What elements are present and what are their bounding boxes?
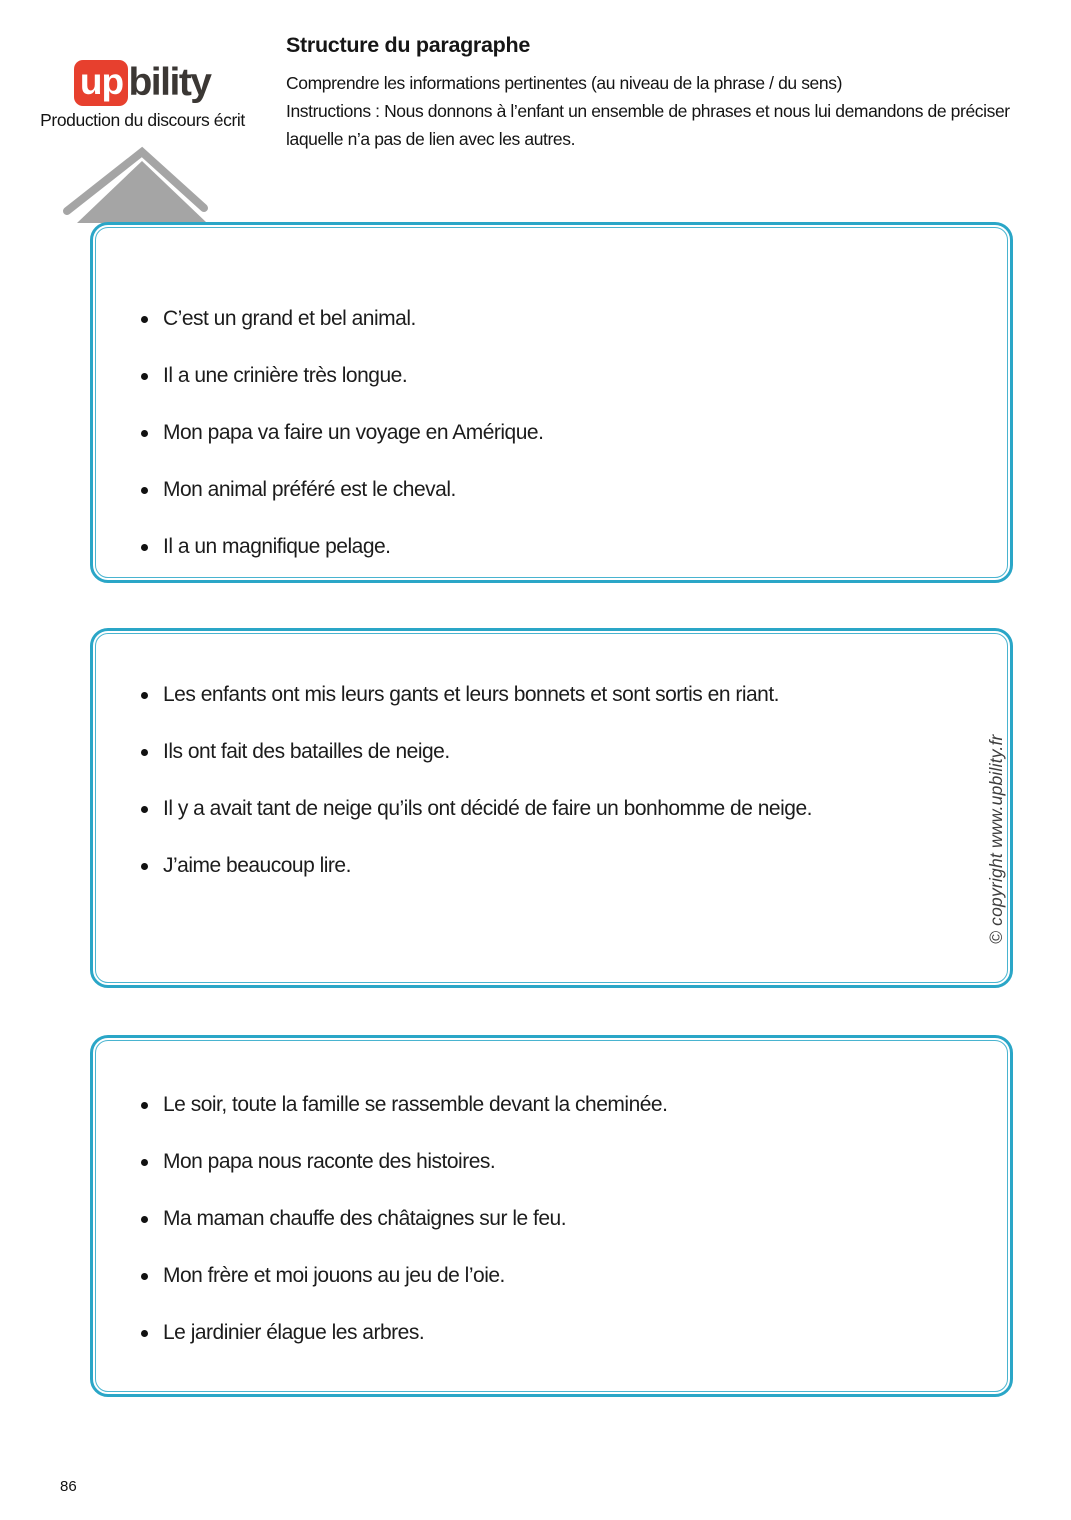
sentence-item: Ils ont fait des batailles de neige.	[96, 723, 993, 780]
sentence-item: Mon papa nous raconte des histoires.	[96, 1133, 993, 1190]
sentence-box-2	[90, 628, 1013, 988]
sentence-item: Ma maman chauffe des châtaignes sur le feu.	[96, 1190, 993, 1247]
copyright-watermark: © copyright www.upbility.fr	[986, 734, 1006, 944]
page-title: Structure du paragraphe	[286, 33, 530, 57]
upbility-wordmark	[30, 60, 255, 106]
sentence-box-2-inner	[95, 633, 1008, 983]
sentence-box-3	[90, 1035, 1013, 1397]
sentence-item: C’est un grand et bel animal.	[96, 290, 993, 347]
page-number: 86	[60, 1478, 77, 1495]
logo-bility-text: bility	[128, 61, 211, 104]
sentence-item: Il a un magnifique pelage.	[96, 518, 993, 575]
sentence-list	[96, 1076, 993, 1361]
logo-up-badge: up	[74, 60, 128, 106]
sentence-box-1	[90, 222, 1013, 583]
logo-subtitle: Production du discours écrit	[40, 110, 245, 130]
sentence-list	[96, 290, 993, 575]
sentence-item: J’aime beaucoup lire.	[96, 837, 993, 894]
sentence-item: Le jardinier élague les arbres.	[96, 1304, 993, 1361]
sentence-box-1-inner	[95, 227, 1008, 578]
sentence-item: Les enfants ont mis leurs gants et leurs bonnets et sont sortis en riant.	[96, 666, 993, 723]
sentence-item: Le soir, toute la famille se rassemble devant la cheminée.	[96, 1076, 993, 1133]
sentence-item: Mon frère et moi jouons au jeu de l’oie.	[96, 1247, 993, 1304]
header-description: Comprendre les informations pertinentes (au niveau de la phrase / du sens)	[286, 73, 843, 93]
header-instructions: Instructions : Nous donnons à l’enfant un ensemble de phrases et nous lui demandons de préciser laquelle n’a pas de lien avec les autres.	[286, 101, 1010, 149]
upbility-logo	[30, 60, 255, 131]
sentence-item: Mon papa va faire un voyage en Amérique.	[96, 404, 993, 461]
sentence-item: Mon animal préféré est le cheval.	[96, 461, 993, 518]
sentence-box-3-inner	[95, 1040, 1008, 1392]
sentence-item: Il a une crinière très longue.	[96, 347, 993, 404]
sentence-item: Il y a avait tant de neige qu’ils ont décidé de faire un bonhomme de neige.	[96, 780, 993, 837]
header	[286, 33, 1016, 153]
sentence-list	[96, 666, 993, 894]
